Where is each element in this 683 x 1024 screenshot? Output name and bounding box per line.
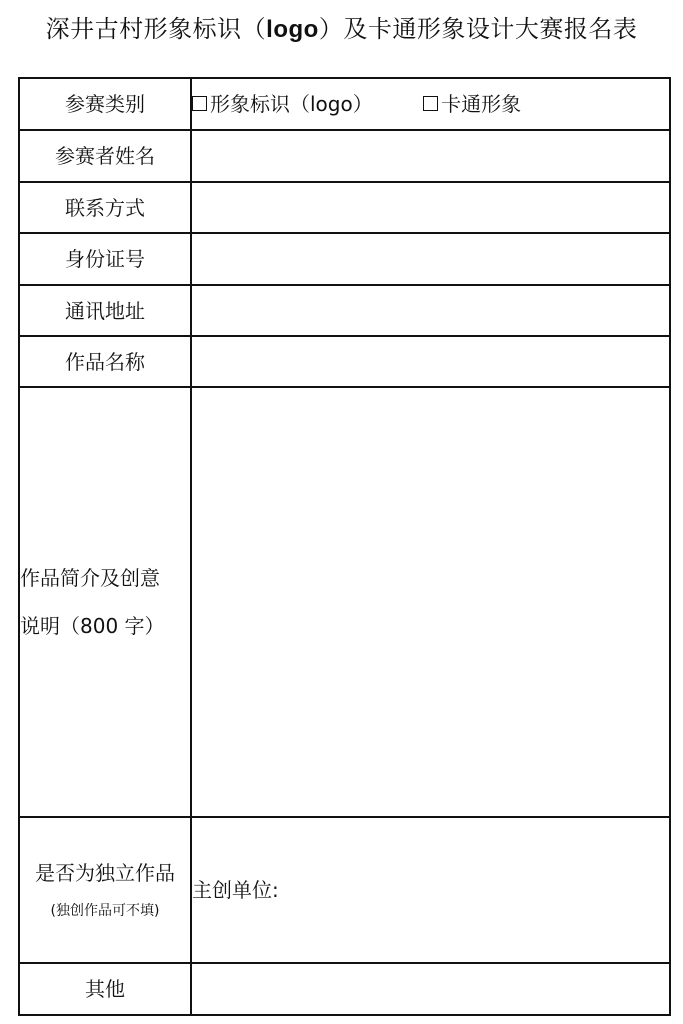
description-field[interactable] xyxy=(191,387,670,817)
category-label: 参赛类别 xyxy=(19,78,191,130)
name-label: 参赛者姓名 xyxy=(19,130,191,182)
title-logo-word: logo xyxy=(266,16,319,43)
id-number-label: 身份证号 xyxy=(19,233,191,285)
category-option-logo-label: 形象标识（logo） xyxy=(210,91,373,116)
category-value xyxy=(191,78,670,130)
checkbox-icon[interactable] xyxy=(192,96,207,111)
row-category xyxy=(19,78,670,130)
checkbox-icon[interactable] xyxy=(423,96,438,111)
work-name-label: 作品名称 xyxy=(19,336,191,387)
lead-unit-label: 主创单位: xyxy=(192,878,279,902)
independent-field[interactable] xyxy=(191,817,670,963)
work-name-field[interactable] xyxy=(191,336,670,387)
independent-note: (独创作品可不填) xyxy=(50,903,160,919)
other-field[interactable] xyxy=(191,963,670,1015)
category-option-logo[interactable] xyxy=(192,90,373,118)
category-option-cartoon-label: 卡通形象 xyxy=(441,91,522,116)
title-after: ）及卡通形象设计大赛报名表 xyxy=(318,15,638,43)
other-label: 其他 xyxy=(19,963,191,1015)
row-contact xyxy=(19,182,670,233)
description-label-line1: 作品简介及创意 xyxy=(20,566,160,590)
id-number-field[interactable] xyxy=(191,233,670,285)
description-label-line2: 说明（800 字） xyxy=(20,614,165,638)
contact-label: 联系方式 xyxy=(19,182,191,233)
independent-label-cell xyxy=(19,817,191,963)
name-field[interactable] xyxy=(191,130,670,182)
row-name xyxy=(19,130,670,182)
row-other xyxy=(19,963,670,1015)
row-independent xyxy=(19,817,670,963)
row-description xyxy=(19,387,670,817)
contact-field[interactable] xyxy=(191,182,670,233)
independent-label: 是否为独立作品 xyxy=(35,861,175,885)
row-address xyxy=(19,285,670,336)
registration-form-table xyxy=(18,77,671,1016)
title-before: 深井古村形象标识（ xyxy=(45,15,267,43)
description-label xyxy=(19,387,191,817)
category-option-cartoon[interactable] xyxy=(423,90,521,118)
address-label: 通讯地址 xyxy=(19,285,191,336)
row-id xyxy=(19,233,670,285)
row-work-name xyxy=(19,336,670,387)
address-field[interactable] xyxy=(191,285,670,336)
page-title xyxy=(0,12,683,47)
